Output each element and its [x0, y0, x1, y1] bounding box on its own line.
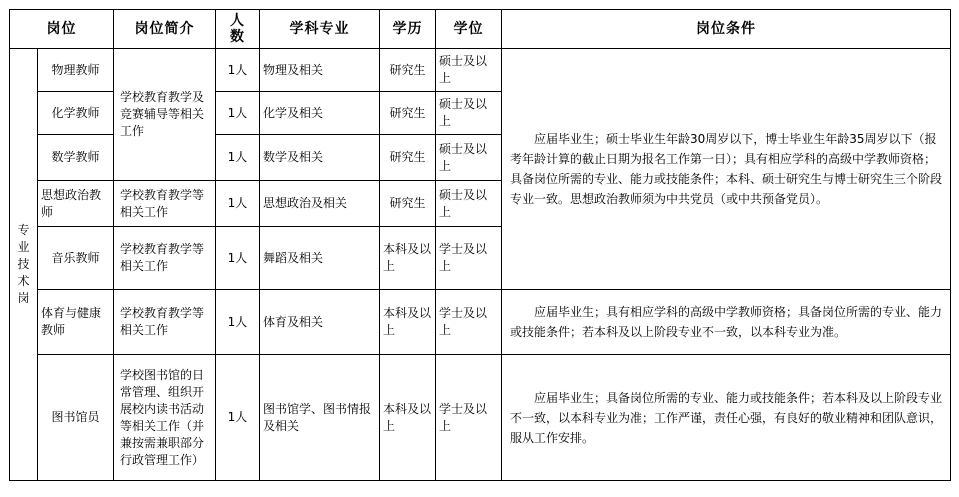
- conditions-text: 应届毕业生；具有相应学科的高级中学教师资格；具备岗位所需的专业、能力或技能条件；若本科及以上阶段专业不一致，以本科专业为准。: [510, 305, 943, 339]
- count-cell: 1人: [216, 227, 260, 290]
- category-char: 岗: [17, 291, 30, 305]
- header-degree: 学位: [436, 10, 502, 49]
- category-char: 专: [17, 223, 30, 237]
- table-row: [10, 355, 951, 481]
- count-cell: 1人: [216, 92, 260, 135]
- degree-cell: 学士及以上: [436, 355, 502, 481]
- education-cell: 本科及以上: [380, 227, 436, 290]
- major-cell: 图书馆学、图书情报及相关: [260, 355, 380, 481]
- degree-cell: 硕士及以上: [436, 49, 502, 92]
- education-cell: 研究生: [380, 181, 436, 227]
- position-cell: 数学教师: [38, 135, 114, 181]
- intro-cell: 学校教育教学及竞赛辅导等相关工作: [114, 49, 216, 181]
- job-table: [9, 9, 951, 481]
- table-row: [10, 49, 951, 92]
- position-cell: 思想政治教师: [38, 181, 114, 227]
- position-cell: 体育与健康教师: [38, 290, 114, 355]
- count-cell: 1人: [216, 355, 260, 481]
- major-cell: 数学及相关: [260, 135, 380, 181]
- category-char: 术: [17, 274, 30, 288]
- header-row: [10, 10, 951, 49]
- major-cell: 物理及相关: [260, 49, 380, 92]
- header-count: 人数: [216, 10, 260, 49]
- header-conditions: 岗位条件: [502, 10, 951, 49]
- category-char: 业: [17, 240, 30, 254]
- intro-cell: 学校教育教学等相关工作: [114, 290, 216, 355]
- position-cell: 物理教师: [38, 49, 114, 92]
- major-cell: 舞蹈及相关: [260, 227, 380, 290]
- education-cell: 研究生: [380, 49, 436, 92]
- conditions-text: 应届毕业生；硕士毕业生年龄30周岁以下，博士毕业生年龄35周岁以下（报考年龄计算的截止日期为报名工作第一日）；具有相应学科的高级中学教师资格；具备岗位所需的专业、能力或技能条件；本科、硕士研究生与博士研究生三个阶段专业一致。思想政治教师须为中共党员（或中共预备党员）。: [510, 132, 943, 206]
- conditions-cell: [502, 290, 951, 355]
- conditions-cell: [502, 49, 951, 290]
- category-cell: [10, 49, 38, 481]
- table-row: [10, 290, 951, 355]
- education-cell: 研究生: [380, 92, 436, 135]
- degree-cell: 学士及以上: [436, 290, 502, 355]
- position-cell: 音乐教师: [38, 227, 114, 290]
- education-cell: 本科及以上: [380, 290, 436, 355]
- major-cell: 思想政治及相关: [260, 181, 380, 227]
- count-cell: 1人: [216, 290, 260, 355]
- degree-cell: 学士及以上: [436, 227, 502, 290]
- job-table-container: [9, 9, 950, 481]
- count-cell: 1人: [216, 49, 260, 92]
- count-cell: 1人: [216, 135, 260, 181]
- major-cell: 体育及相关: [260, 290, 380, 355]
- header-major: 学科专业: [260, 10, 380, 49]
- education-cell: 研究生: [380, 135, 436, 181]
- header-position: 岗位: [10, 10, 114, 49]
- conditions-text: 应届毕业生；具备岗位所需的专业、能力或技能条件；若本科及以上阶段专业不一致，以本科专业为准；工作严谨，责任心强，有良好的敬业精神和团队意识，服从工作安排。: [510, 390, 943, 445]
- intro-cell: 学校教育教学等相关工作: [114, 227, 216, 290]
- category-char: 技: [17, 257, 30, 271]
- intro-cell: 学校教育教学等相关工作: [114, 181, 216, 227]
- intro-cell: 学校图书馆的日常管理、组织开展校内读书活动等相关工作（并兼按需兼职部分行政管理工作）: [114, 355, 216, 481]
- degree-cell: 硕士及以上: [436, 92, 502, 135]
- header-intro: 岗位简介: [114, 10, 216, 49]
- degree-cell: 硕士及以上: [436, 135, 502, 181]
- degree-cell: 硕士及以上: [436, 181, 502, 227]
- conditions-cell: [502, 355, 951, 481]
- position-cell: 化学教师: [38, 92, 114, 135]
- header-education: 学历: [380, 10, 436, 49]
- education-cell: 本科及以上: [380, 355, 436, 481]
- major-cell: 化学及相关: [260, 92, 380, 135]
- count-cell: 1人: [216, 181, 260, 227]
- position-cell: 图书馆员: [38, 355, 114, 481]
